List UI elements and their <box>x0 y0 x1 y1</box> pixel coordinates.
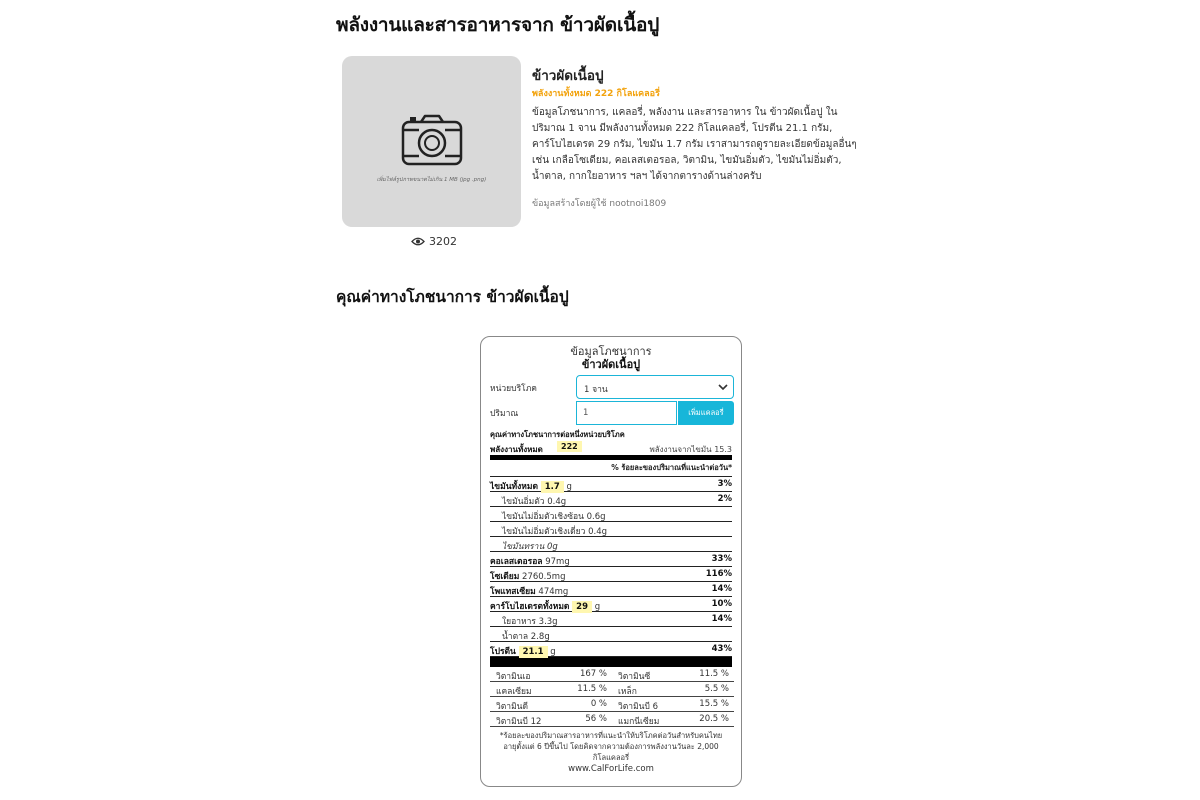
view-count-value: 3202 <box>429 235 457 248</box>
eye-icon <box>411 237 425 246</box>
serving-select-value: 1 จาน <box>584 385 608 395</box>
nutrient-percent: 116% <box>705 569 732 579</box>
nutrient-row <box>490 582 732 597</box>
per-serving-heading: คุณค่าทางโภชนาการต่อหนึ่งหน่วยบริโภค <box>490 430 625 439</box>
vitamin-value: 167 % <box>579 669 607 679</box>
nutrient-unit: g <box>566 482 572 492</box>
serving-row <box>490 375 732 400</box>
vitamin-value: 15.5 % <box>699 699 729 709</box>
vitamin-name: เหล็ก <box>618 687 637 697</box>
vitamin-name: วิตามินเอ <box>496 672 531 682</box>
view-count <box>411 235 457 248</box>
nutrient-name: โพแทสเซียม 474mg <box>490 587 569 597</box>
energy-label: พลังงานทั้งหมด <box>490 445 543 454</box>
vitamin-row <box>490 667 612 682</box>
vitamin-value: 20.5 % <box>699 714 729 724</box>
nutrient-value: 1.7 <box>541 481 564 493</box>
nutrient-name: ไขมันทั้งหมด 1.7 g <box>490 482 572 492</box>
vitamin-row <box>612 667 734 682</box>
vitamin-row <box>490 697 612 712</box>
label-food-name: ข้าวผัดเนื้อปู <box>581 358 641 371</box>
nutrient-row <box>490 552 732 567</box>
nutrient-unit: g <box>550 647 556 657</box>
divider <box>490 657 732 667</box>
nutrient-name: คอเลสเตอรอล 97mg <box>490 557 570 567</box>
page-title: พลังงานและสารอาหารจาก ข้าวผัดเนื้อปู <box>336 14 660 36</box>
nutrient-name: ไขมันอิ่มตัว 0.4g <box>502 497 567 507</box>
serving-select[interactable] <box>576 375 734 399</box>
amount-label: ปริมาณ <box>490 409 519 419</box>
nutrient-name: ใยอาหาร 3.3g <box>502 617 558 627</box>
vitamin-name: วิตามินซี <box>618 672 651 682</box>
vitamin-row <box>612 712 734 727</box>
photo-upload-area[interactable] <box>342 56 521 227</box>
vitamin-name: แคลเซียม <box>496 687 532 697</box>
nutrient-percent: 33% <box>711 554 732 564</box>
nutrient-percent: 14% <box>711 584 732 594</box>
nutrient-row <box>490 642 732 657</box>
vitamin-name: วิตามินดี <box>496 702 528 712</box>
serving-label: หน่วยบริโภค <box>490 384 537 394</box>
label-title: ข้อมูลโภชนาการ <box>570 345 652 358</box>
vitamin-row <box>490 712 612 727</box>
nutrient-name: โปรตีน 21.1 g <box>490 647 556 657</box>
nutrient-list <box>490 477 732 657</box>
nutrient-name: ไขมันทราน 0g <box>502 542 558 552</box>
energy-row <box>490 441 732 455</box>
nutrient-percent: 14% <box>711 614 732 624</box>
nutrient-row <box>490 627 732 642</box>
amount-row <box>490 401 732 426</box>
nutrient-percent: 2% <box>717 494 732 504</box>
nutrient-value: 2.8g <box>530 632 550 642</box>
nutrient-value: 474mg <box>538 587 569 597</box>
nutrient-value: 0.4g <box>547 497 567 507</box>
nutrient-value: 0g <box>546 542 558 552</box>
nutrient-name: น้ำตาล 2.8g <box>502 632 550 642</box>
nutrient-value: 21.1 <box>519 646 548 658</box>
nutrient-percent: 43% <box>711 644 732 654</box>
nutrition-label <box>480 336 742 787</box>
nutrient-row <box>490 597 732 612</box>
site-link[interactable]: www.CalForLife.com <box>568 764 654 774</box>
vitamin-row <box>612 682 734 697</box>
vitamin-value: 0 % <box>590 699 607 709</box>
nutrient-row <box>490 567 732 582</box>
add-calorie-button[interactable]: เพิ่มแคลอรี่ <box>678 401 734 425</box>
vitamin-value: 11.5 % <box>577 684 607 694</box>
nutrient-name: คาร์โบไฮเดรตทั้งหมด 29 g <box>490 602 601 612</box>
nutrient-row <box>490 507 732 522</box>
section-title: คุณค่าทางโภชนาการ ข้าวผัดเนื้อปู <box>336 288 569 306</box>
nutrient-name: ไขมันไม่อิ่มตัวเชิงซ้อน 0.6g <box>502 512 606 522</box>
nutrient-value: 3.3g <box>538 617 558 627</box>
vitamin-grid <box>490 667 732 727</box>
nutrient-value: 29 <box>572 601 592 613</box>
vitamin-value: 11.5 % <box>699 669 729 679</box>
amount-input[interactable]: 1 <box>576 401 677 425</box>
creator-credit: ข้อมูลสร้างโดยผู้ใช้ nootnoi1809 <box>532 199 667 209</box>
vitamin-value: 5.5 % <box>704 684 729 694</box>
chevron-down-icon <box>718 382 728 392</box>
vitamin-row <box>490 682 612 697</box>
food-description: ข้อมูลโภชนาการ, แคลอรี่, พลังงาน และสารอาหาร ใน ข้าวผัดเนื้อปู ในปริมาณ 1 จาน มีพลังงานทั้งหมด 222 กิโลแคลอรี่, โปรตีน 21.1 กรัม, คาร์โบไฮเดรต 29 กรัม, ไขมัน 1.7 กรัม เราสามารถดูรายละเอียดข้อมูลอื่นๆ เช่น เกลือโซเดียม, คอเลสเตอรอล, วิตามิน, ไขมันอิ่มตัว, ไขมันไม่อิ่มตัว, น้ำตาล, กากใยอาหาร ฯลฯ ได้จากตารางด้านล่างครับ <box>532 107 857 182</box>
nutrient-value: 97mg <box>545 557 570 567</box>
footnote: *ร้อยละของปริมาณสารอาหารที่แนะนำให้บริโภคต่อวันสำหรับคนไทยอายุตั้งแต่ 6 ปีขึ้นไป โดยคิดจากความต้องการพลังงานวันละ 2,000 กิโลแคลอรี่ <box>499 731 723 762</box>
vitamin-name: แมกนีเซียม <box>618 717 660 727</box>
nutrient-value: 2760.5mg <box>522 572 566 582</box>
daily-value-header: % ร้อยละของปริมาณที่แนะนำต่อวัน* <box>490 460 732 477</box>
camera-icon <box>401 114 463 166</box>
nutrient-unit: g <box>594 602 601 612</box>
nutrient-percent: 10% <box>711 599 732 609</box>
nutrient-percent: 3% <box>717 479 732 489</box>
vitamin-value: 56 % <box>585 714 607 724</box>
nutrient-row <box>490 477 732 492</box>
nutrient-name: โซเดียม 2760.5mg <box>490 572 566 582</box>
nutrient-name: ไขมันไม่อิ่มตัวเชิงเดี่ยว 0.4g <box>502 527 608 537</box>
vitamin-row <box>612 697 734 712</box>
vitamin-name: วิตามินบี 6 <box>618 702 658 712</box>
nutrient-row <box>490 522 732 537</box>
vitamin-name: วิตามินบี 12 <box>496 717 542 727</box>
nutrient-row <box>490 612 732 627</box>
nutrient-value: 0.6g <box>586 512 606 522</box>
nutrient-row <box>490 537 732 552</box>
food-name: ข้าวผัดเนื้อปู <box>532 68 604 84</box>
total-energy: พลังงานทั้งหมด 222 กิโลแคลอรี่ <box>532 89 660 99</box>
nutrient-row <box>490 492 732 507</box>
energy-value: 222 <box>557 441 582 452</box>
fat-energy: พลังงานจากไขมัน 15.3 <box>649 445 732 454</box>
upload-hint: เพิ่มไฟล์รูปภาพขนาดไม่เกิน 1 MB (jpg .png) <box>376 177 487 183</box>
nutrient-value: 0.4g <box>588 527 608 537</box>
